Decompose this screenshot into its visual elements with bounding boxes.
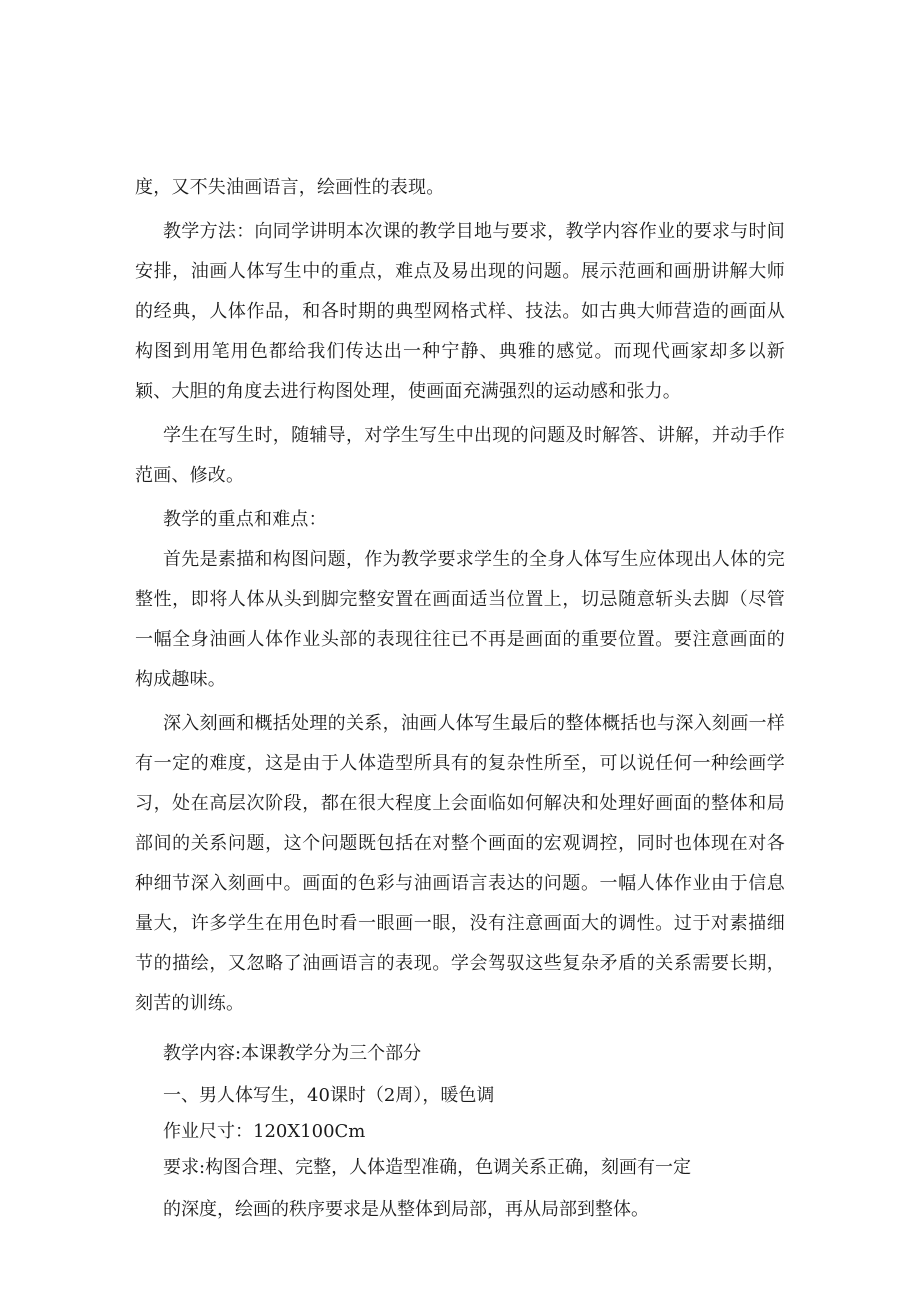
paragraph-detail-generalization: 深入刻画和概括处理的关系，油画人体写生最后的整体概括也与深入刻画一样有一定的难度，这是由于人体造型所具有的复杂性所至，可以说任何一种绘画学习，处在高层次阶段，都在很大程度上会面临如何解决和处理好画面的整体和局部间的关系问题，这个问题既包括在对整个画面的宏观调控，同时也体现在对各种细节深入刻画中。画面的色彩与油画语言表达的问题。一幅人体作业由于信息量大，许多学生在用色时看一眼画一眼，没有注意画面大的调性。过于对素描细节的描绘，又忽略了油画语言的表现。学会驾驭这些复杂矛盾的关系需要长期，刻苦的训练。 (135, 713, 785, 1014)
teaching-content-section (135, 1036, 785, 1228)
paragraph-continuation: 度，又不失油画语言，绘画性的表现。 (135, 177, 445, 198)
part-one-title: 一、男人体写生，40课时（2周），暖色调 (163, 1085, 495, 1106)
document-body (135, 168, 785, 1228)
paragraph-student-guidance: 学生在写生时，随辅导，对学生写生中出现的问题及时解答、讲解，并动手作范画、修改。 (135, 425, 785, 486)
requirement-line-2: 的深度，绘画的秩序要求是从整体到局部，再从局部到整体。 (163, 1199, 649, 1220)
requirement-line-1: 要求:构图合理、完整，人体造型准确，色调关系正确，刻画有一定 (163, 1157, 692, 1178)
teaching-content-heading: 教学内容:本课教学分为三个部分 (163, 1043, 422, 1064)
paragraph-key-points-heading: 教学的重点和难点： (163, 509, 327, 530)
paragraph-sketch-composition: 首先是素描和构图问题，作为教学要求学生的全身人体写生应体现出人体的完整性，即将人体从头到脚完整安置在画面适当位置上，切忌随意斩头去脚（尽管一幅全身油画人体作业头部的表现往往已不再是画面的重要位置。要注意画面的构成趣味。 (135, 549, 785, 690)
assignment-size: 作业尺寸：120X100Cm (163, 1121, 366, 1142)
paragraph-teaching-method: 教学方法：向同学讲明本次课的教学目地与要求，教学内容作业的要求与时间安排，油画人体写生中的重点，难点及易出现的问题。展示范画和画册讲解大师的经典，人体作品，和各时期的典型网格式样、技法。如古典大师营造的画面从构图到用笔用色都给我们传达出一种宁静、典雅的感觉。而现代画家却多以新颖、大胆的角度去进行构图处理，使画面充满强烈的运动感和张力。 (135, 221, 785, 402)
